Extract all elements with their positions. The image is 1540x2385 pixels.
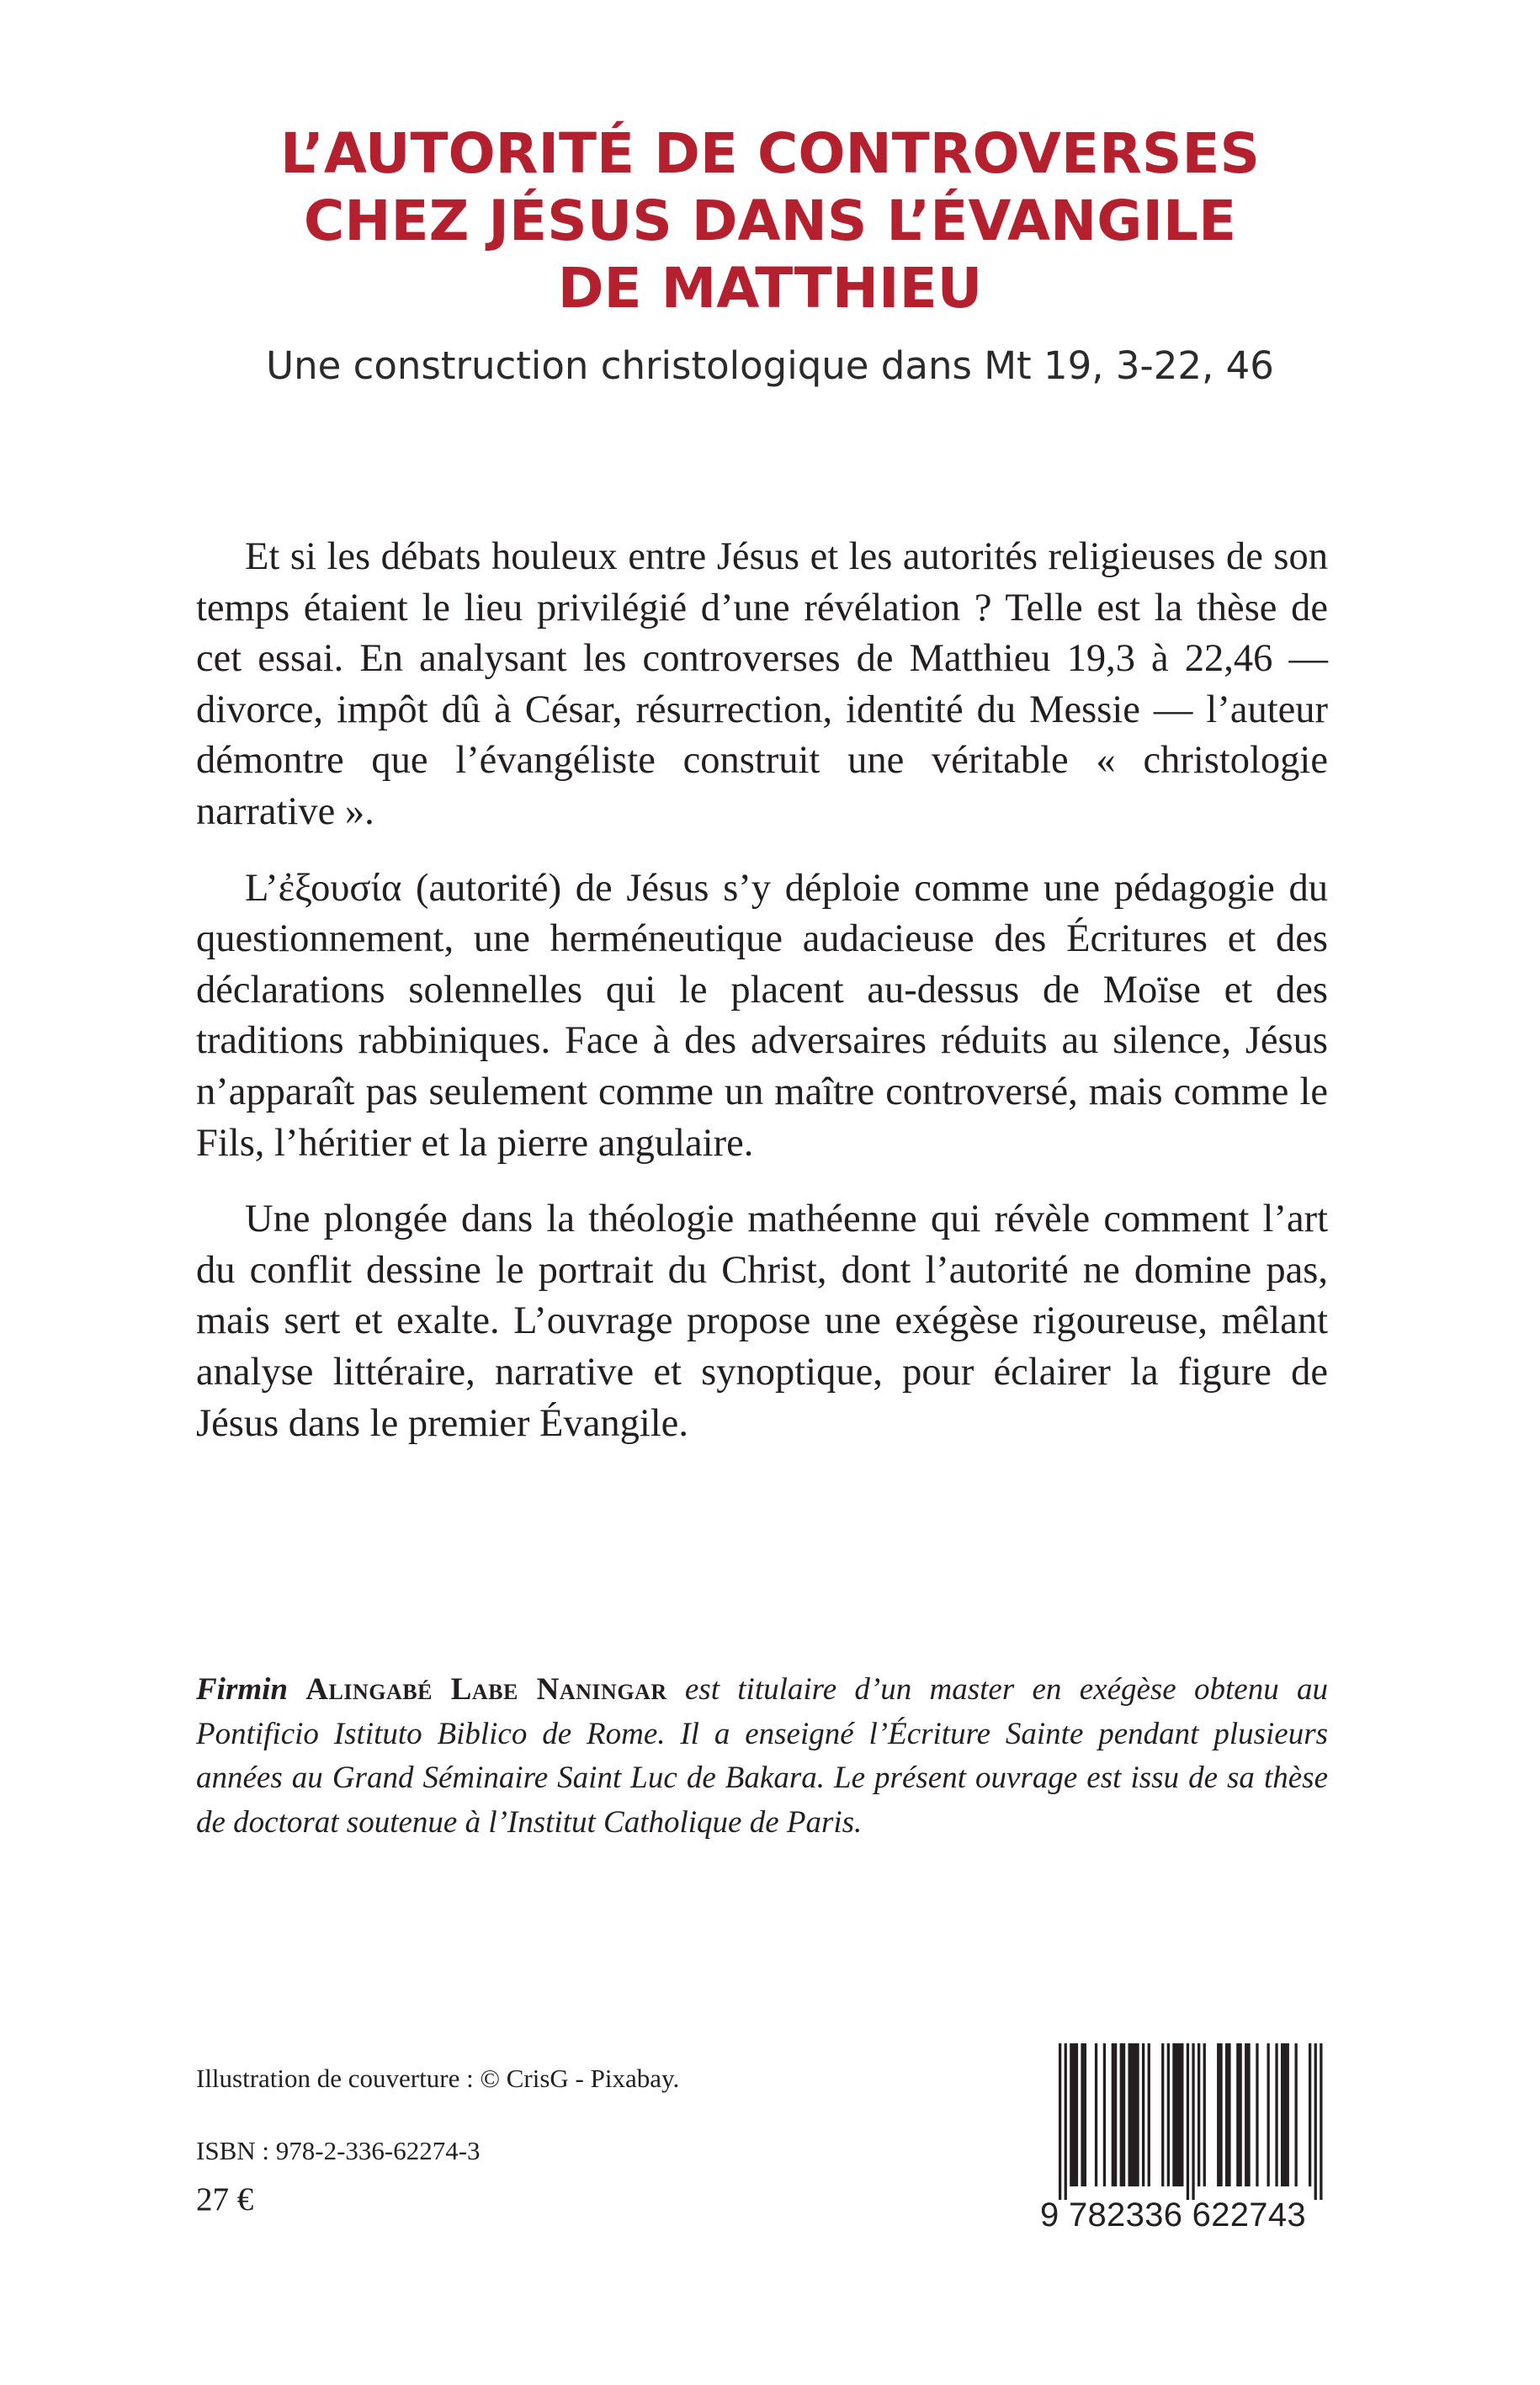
barcode-bar	[1148, 2043, 1150, 2186]
barcode-bar	[1095, 2043, 1097, 2186]
book-title-line-1: L’AUTORITÉ DE CONTROVERSES	[279, 121, 1261, 186]
author-first-name: Firmin	[196, 1672, 288, 1707]
book-title-line-3: DE MATTHIEU	[557, 256, 983, 321]
barcode-bar	[1103, 2043, 1106, 2186]
barcode-bar	[1295, 2043, 1298, 2186]
book-subtitle: Une construction christologique dans Mt 19, 3-22, 46	[266, 343, 1274, 388]
barcode-bar	[1245, 2043, 1251, 2186]
isbn: ISBN : 978-2-336-62274-3	[196, 2136, 481, 2165]
author-bio-text: est titulaire d’un master en exégèse obtenu au Pontificio Istituto Biblico de Rome. Il a enseigné l’Écriture Sainte pendant plusieurs années au Grand Séminaire Saint Luc de Bakara. Le présent ouvrage est issu de sa thèse de doctorat soutenue à l’Institut Catholique de Paris.	[196, 1672, 1329, 1840]
barcode-bar	[1314, 2043, 1317, 2200]
author-last-name: Alingabé Labe Naningar	[305, 1672, 667, 1707]
blurb-paragraph-1: Et si les débats houleux entre Jésus et les autorités religieuses de son temps étaient le lieu privilégié d’une révélation ? Telle est la thèse de cet essai. En analysant les controverses de Matthieu 19,3 à 22,46 — divorce, impôt dû à César, résurrection, identité du Messie — l’auteur démontre que l’évangéliste construit une véritable « christologie narrative ».	[196, 535, 1328, 833]
barcode-bar	[1187, 2043, 1189, 2200]
blurb-paragraph-3: Une plongée dans la théologie mathéenne qui révèle comment l’art du conflit dessine le portrait du Christ, dont l’autorité ne domine pas, mais sert et exalte. L’ouvrage propose une exégèse rigoureuse, mêlant analyse littéraire, narrative et synoptique, pour éclairer la figure de Jésus dans le premier Évangile.	[196, 1198, 1328, 1445]
barcode-bar	[1236, 2043, 1242, 2186]
barcode-bar	[1320, 2043, 1322, 2200]
barcode-bar	[1081, 2043, 1086, 2186]
barcode-bars	[1040, 2043, 1330, 2200]
barcode-bar	[1275, 2043, 1277, 2186]
author-bio	[196, 1668, 1328, 1845]
barcode-bar	[1070, 2043, 1078, 2186]
barcode-bar	[1192, 2043, 1194, 2200]
barcode-bar	[1059, 2043, 1061, 2200]
barcode-bar	[1256, 2043, 1258, 2186]
barcode-bar	[1112, 2043, 1118, 2186]
isbn-barcode	[1040, 2043, 1330, 2242]
barcode-bar	[1197, 2043, 1200, 2186]
barcode-bar	[1203, 2043, 1206, 2186]
barcode-bar	[1281, 2043, 1289, 2186]
book-title-line-2: CHEZ JÉSUS DANS L’ÉVANGILE	[303, 189, 1237, 253]
blurb-paragraph-2: L’ἐξουσία (autorité) de Jésus s’y déploie comme une pédagogie du questionnement, une herméneutique audacieuse des Écritures et des déclarations solennelles qui le placent au-dessus de Moïse et des traditions rabbiniques. Face à des adversaires réduits au silence, Jésus n’apparaît pas seulement comme un maître controversé, mais comme le Fils, l’héritier et la pierre angulaire.	[196, 866, 1328, 1165]
barcode-bar	[1167, 2043, 1170, 2186]
barcode-bar	[1225, 2043, 1231, 2186]
barcode-bar	[1142, 2043, 1144, 2186]
barcode-digits: 9 782336 622743	[1040, 2196, 1306, 2234]
barcode-bar	[1120, 2043, 1126, 2186]
illustration-credit: Illustration de couverture : © CrisG - Pixabay.	[196, 2064, 680, 2093]
barcode-bar	[1065, 2043, 1067, 2200]
barcode-bar	[1217, 2043, 1223, 2186]
barcode-bar	[1267, 2043, 1270, 2186]
barcode-bar	[1309, 2043, 1311, 2186]
price: 27 €	[196, 2181, 254, 2218]
barcode-bar	[1172, 2043, 1183, 2186]
blurb	[196, 532, 1328, 1474]
barcode-bar	[1128, 2043, 1139, 2186]
barcode-bar	[1161, 2043, 1164, 2186]
